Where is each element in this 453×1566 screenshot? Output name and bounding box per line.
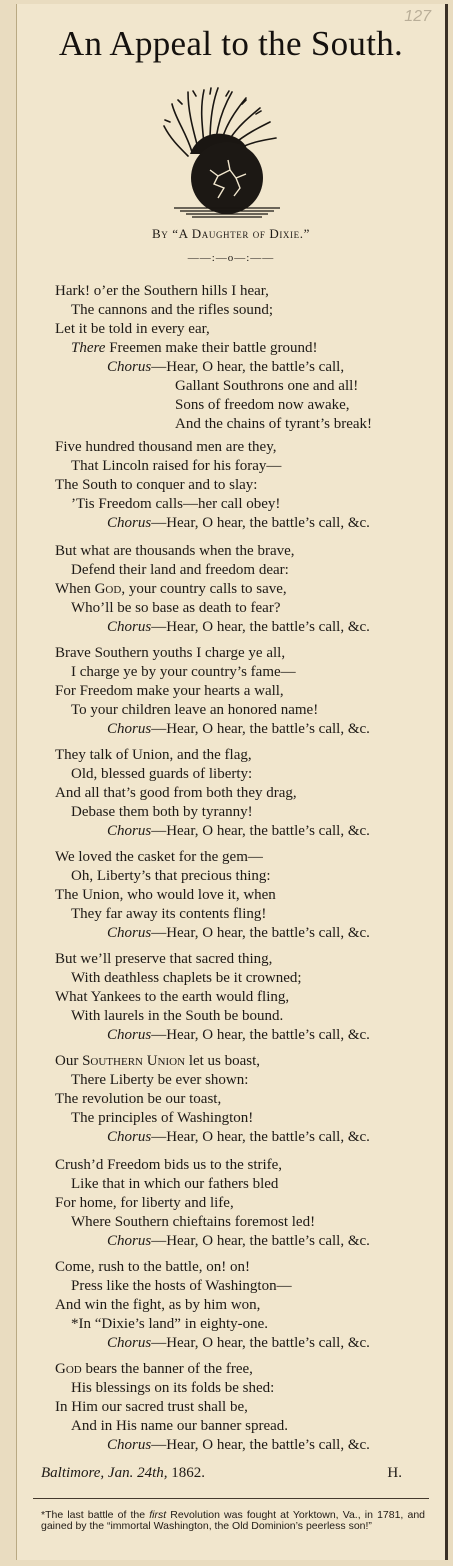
verse-text: Five hundred thousand men are they, (55, 439, 277, 455)
dateline-place: Baltimore, Jan. 24th, (41, 1465, 168, 1481)
verse-text: Southern Union (82, 1053, 186, 1069)
chorus-line (107, 1026, 370, 1045)
verse-line (55, 1090, 221, 1109)
verse-line (71, 1277, 292, 1296)
broadside-sheet (16, 4, 448, 1560)
verse-text: For Freedom make your hearts a wall, (55, 683, 284, 699)
separator: ——:—o—:—— (187, 252, 275, 264)
chorus-line (107, 358, 344, 377)
chorus-text: —Hear, O hear, the battle’s call, &c. (151, 823, 370, 839)
verse-line (71, 495, 280, 514)
verse-text: There (71, 340, 106, 356)
verse-line (55, 1296, 260, 1315)
chorus-text: —Hear, O hear, the battle’s call, &c. (151, 515, 370, 531)
verse-text: There Liberty be ever shown: (71, 1072, 249, 1088)
verse-text: But what are thousands when the brave, (55, 543, 295, 559)
divider (33, 1498, 429, 1499)
chorus-text: And the chains of tyrant’s break! (175, 416, 373, 432)
verse-text: With deathless chaplets be it crowned; (71, 970, 302, 986)
chorus-text: Chorus (107, 1027, 152, 1043)
verse-line (55, 1398, 248, 1417)
chorus-line (107, 618, 370, 637)
chorus-line (107, 1232, 370, 1251)
verse-text: Let it be told in every ear, (55, 321, 210, 337)
chorus-text: —Hear, O hear, the battle’s call, (151, 359, 345, 375)
verse-text: And all that’s good from both they drag, (55, 785, 297, 801)
verse-text: Where Southern chieftains foremost led! (71, 1214, 316, 1230)
verse-line (55, 438, 276, 457)
chorus-line (107, 514, 370, 533)
verse-line (55, 1258, 250, 1277)
verse-line (71, 969, 302, 988)
verse-text: The cannons and the rifles sound; (71, 302, 274, 318)
verse-text: Debase them both by tyranny! (71, 804, 253, 820)
verse-text: God (55, 1361, 82, 1377)
verse-text: *In “Dixie’s land” in eighty-one. (71, 1316, 269, 1332)
signature: H. (387, 1465, 402, 1481)
verse-text: The revolution be our toast, (55, 1091, 222, 1107)
chorus-line (107, 822, 370, 841)
verse-text: Our (55, 1053, 83, 1069)
cannonball-with-flames-icon (152, 82, 302, 222)
verse-line (71, 803, 253, 822)
chorus-text: —Hear, O hear, the battle’s call, &c. (151, 925, 370, 941)
verse-text: That Lincoln raised for his foray— (71, 458, 282, 474)
verse-text: Freemen make their battle ground! (105, 340, 318, 356)
verse-text: The principles of Washington! (71, 1110, 254, 1126)
footnote-text: *The last battle of the (41, 1509, 150, 1521)
verse-text: And win the fight, as by him won, (55, 1297, 261, 1313)
verse-line (55, 848, 263, 867)
verse-text: Defend their land and freedom dear: (71, 562, 289, 578)
verse-text: But we’ll preserve that sacred thing, (55, 951, 273, 967)
verse-line (71, 1071, 248, 1090)
verse-text: , your country calls to save, (121, 581, 287, 597)
dateline (41, 1465, 205, 1482)
verse-line (55, 1194, 234, 1213)
verse-text: The Union, who would love it, when (55, 887, 276, 903)
verse-line (55, 1156, 282, 1175)
verse-text: let us boast, (185, 1053, 261, 1069)
verse-text: With laurels in the South be bound. (71, 1008, 284, 1024)
pencil-note: 127 (404, 8, 431, 25)
verse-line (55, 282, 269, 301)
verse-text: To your children leave an honored name! (71, 702, 319, 718)
verse-line (71, 701, 318, 720)
verse-text: Hark! o’er the Southern hills I hear, (55, 283, 269, 299)
chorus-line (107, 1436, 370, 1455)
verse-line (71, 1213, 315, 1232)
chorus-text: —Hear, O hear, the battle’s call, &c. (151, 1335, 370, 1351)
verse-line (71, 905, 266, 924)
verse-line (71, 1109, 253, 1128)
chorus-text: Chorus (107, 515, 152, 531)
chorus-line (107, 720, 370, 739)
verse-line (71, 765, 252, 784)
chorus-line (107, 1128, 370, 1147)
verse-text: bears the banner of the free, (81, 1361, 253, 1377)
chorus-text: Chorus (107, 1129, 152, 1145)
verse-text: His blessings on its folds be shed: (71, 1380, 275, 1396)
verse-text: What Yankees to the earth would fling, (55, 989, 290, 1005)
verse-text: I charge ye by your country’s fame— (71, 664, 296, 680)
verse-line (55, 950, 272, 969)
footnote-emphasis: first (149, 1509, 167, 1521)
verse-text: Old, blessed guards of liberty: (71, 766, 253, 782)
verse-line (71, 599, 281, 618)
verse-line (55, 886, 276, 905)
chorus-text: Chorus (107, 1335, 152, 1351)
byline-author: “A Daughter of Dixie.” (172, 226, 310, 241)
dateline-year: 1862. (171, 1465, 206, 1481)
verse-line (71, 663, 296, 682)
verse-line (55, 988, 289, 1007)
chorus-text: —Hear, O hear, the battle’s call, &c. (151, 1129, 370, 1145)
verse-line (55, 1360, 253, 1379)
page-title: An Appeal to the South. (58, 24, 404, 63)
verse-text: Who’ll be so base as death to fear? (71, 600, 281, 616)
byline (17, 226, 445, 242)
verse-line (71, 1417, 288, 1436)
verse-line (71, 339, 317, 358)
chorus-line (175, 415, 372, 434)
footnote-text-rest: Revolution was fought at Yorktown, Va., in 1781, and gained by the “immortal Washington, the Old Dominion’s peerless son!” (41, 1509, 425, 1532)
footnote (41, 1510, 425, 1532)
chorus-line (175, 396, 350, 415)
verse-text: God (94, 581, 122, 597)
chorus-text: —Hear, O hear, the battle’s call, &c. (151, 619, 370, 635)
verse-text: We loved the casket for the gem— (55, 849, 263, 865)
chorus-text: Chorus (107, 1437, 152, 1453)
chorus-text: —Hear, O hear, the battle’s call, &c. (151, 721, 370, 737)
verse-line (71, 1175, 278, 1194)
chorus-text: Chorus (107, 359, 152, 375)
verse-line (55, 746, 252, 765)
verse-line (71, 561, 289, 580)
verse-line (71, 867, 271, 886)
chorus-text: Sons of freedom now awake, (175, 397, 350, 413)
verse-line (55, 320, 210, 339)
verse-text: When (55, 581, 95, 597)
chorus-line (107, 1334, 370, 1353)
verse-text: Like that in which our fathers bled (71, 1176, 279, 1192)
verse-text: Oh, Liberty’s that precious thing: (71, 868, 271, 884)
verse-text: They far away its contents fling! (71, 906, 267, 922)
verse-text: For home, for liberty and life, (55, 1195, 234, 1211)
verse-line (71, 301, 273, 320)
verse-line (71, 1379, 274, 1398)
verse-text: They talk of Union, and the flag, (55, 747, 252, 763)
verse-text: Press like the hosts of Washington— (71, 1278, 292, 1294)
chorus-text: Gallant Southrons one and all! (175, 378, 359, 394)
chorus-text: Chorus (107, 1233, 152, 1249)
verse-line (71, 1007, 283, 1026)
verse-text: Brave Southern youths I charge ye all, (55, 645, 286, 661)
verse-line (55, 1052, 260, 1071)
chorus-text: —Hear, O hear, the battle’s call, &c. (151, 1437, 370, 1453)
verse-text: In Him our sacred trust shall be, (55, 1399, 248, 1415)
verse-line (55, 476, 257, 495)
verse-text: The South to conquer and to slay: (55, 477, 258, 493)
verse-line (55, 682, 284, 701)
chorus-text: Chorus (107, 823, 152, 839)
chorus-text: Chorus (107, 721, 152, 737)
verse-line (71, 1315, 268, 1334)
chorus-line (175, 377, 358, 396)
chorus-text: —Hear, O hear, the battle’s call, &c. (151, 1027, 370, 1043)
chorus-text: Chorus (107, 925, 152, 941)
verse-line (71, 457, 281, 476)
verse-line (55, 580, 287, 599)
verse-text: Come, rush to the battle, on! on! (55, 1259, 250, 1275)
chorus-text: —Hear, O hear, the battle’s call, &c. (151, 1233, 370, 1249)
verse-line (55, 542, 295, 561)
verse-line (55, 644, 285, 663)
verse-text: And in His name our banner spread. (71, 1418, 289, 1434)
chorus-text: Chorus (107, 619, 152, 635)
verse-text: Crush’d Freedom bids us to the strife, (55, 1157, 283, 1173)
verse-text: ’Tis Freedom calls—her call obey! (71, 496, 281, 512)
verse-line (55, 784, 297, 803)
chorus-line (107, 924, 370, 943)
byline-prefix: By (152, 226, 169, 241)
